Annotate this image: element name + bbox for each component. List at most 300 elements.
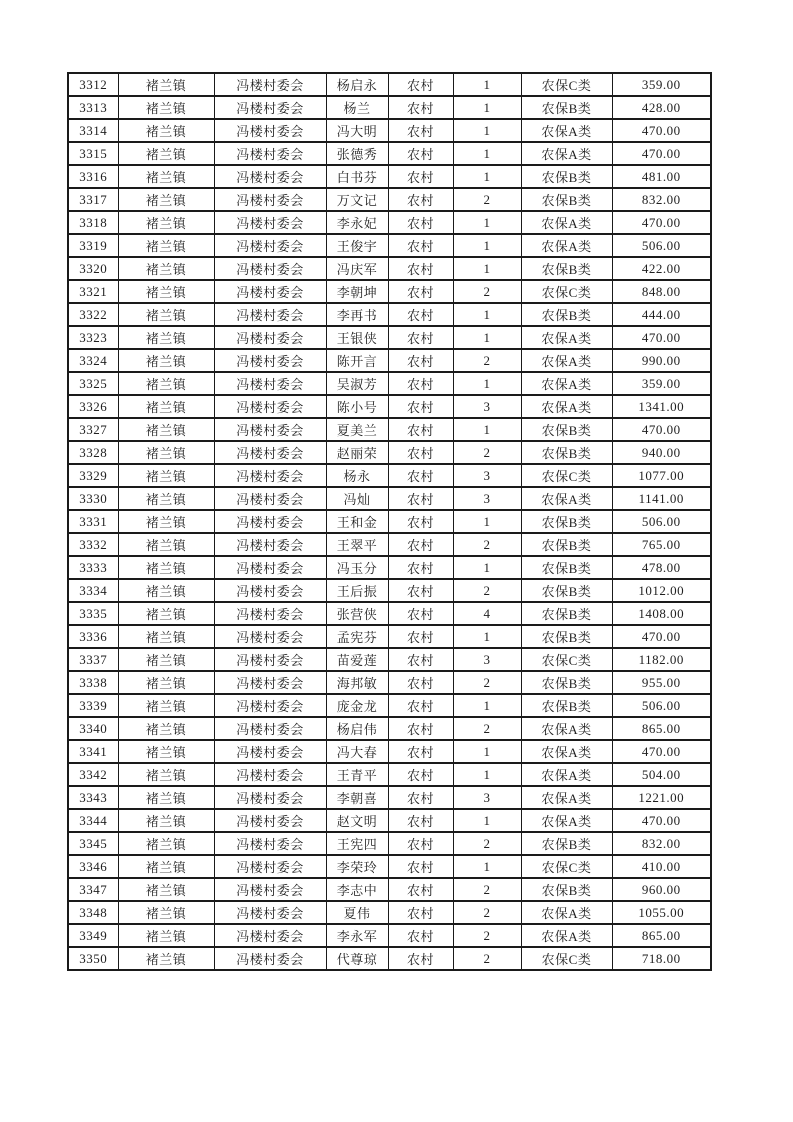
cell-town: 褚兰镇 [118,234,214,257]
cell-person-count: 2 [453,533,521,556]
cell-person-name: 吴淑芳 [326,372,388,395]
cell-amount: 359.00 [612,372,711,395]
cell-id: 3330 [68,487,118,510]
cell-village: 冯楼村委会 [214,717,326,740]
cell-person-name: 李朝喜 [326,786,388,809]
table-row [68,349,711,372]
cell-village: 冯楼村委会 [214,878,326,901]
cell-amount: 506.00 [612,234,711,257]
cell-insurance-category: 农保A类 [521,786,612,809]
cell-amount: 1012.00 [612,579,711,602]
cell-insurance-category: 农保C类 [521,464,612,487]
cell-id: 3343 [68,786,118,809]
cell-town: 褚兰镇 [118,510,214,533]
cell-person-name: 冯大明 [326,119,388,142]
table-row [68,763,711,786]
table-row [68,165,711,188]
cell-residence-type: 农村 [388,579,453,602]
cell-person-name: 王俊宇 [326,234,388,257]
cell-id: 3346 [68,855,118,878]
cell-id: 3320 [68,257,118,280]
cell-residence-type: 农村 [388,165,453,188]
cell-id: 3324 [68,349,118,372]
cell-village: 冯楼村委会 [214,372,326,395]
cell-person-name: 海邦敏 [326,671,388,694]
cell-person-count: 3 [453,395,521,418]
cell-town: 褚兰镇 [118,717,214,740]
cell-person-name: 冯灿 [326,487,388,510]
cell-insurance-category: 农保B类 [521,671,612,694]
cell-insurance-category: 农保C类 [521,947,612,970]
cell-insurance-category: 农保B类 [521,694,612,717]
cell-amount: 506.00 [612,694,711,717]
cell-id: 3337 [68,648,118,671]
table-row [68,947,711,970]
cell-insurance-category: 农保B类 [521,602,612,625]
table-row [68,533,711,556]
cell-insurance-category: 农保A类 [521,763,612,786]
cell-village: 冯楼村委会 [214,602,326,625]
table-row [68,395,711,418]
cell-person-count: 2 [453,579,521,602]
cell-person-name: 张营侠 [326,602,388,625]
cell-id: 3315 [68,142,118,165]
cell-town: 褚兰镇 [118,855,214,878]
cell-town: 褚兰镇 [118,165,214,188]
cell-person-count: 2 [453,441,521,464]
cell-id: 3322 [68,303,118,326]
cell-insurance-category: 农保B类 [521,303,612,326]
cell-person-name: 庞金龙 [326,694,388,717]
cell-town: 褚兰镇 [118,740,214,763]
cell-id: 3341 [68,740,118,763]
cell-town: 褚兰镇 [118,418,214,441]
table-row [68,717,711,740]
cell-village: 冯楼村委会 [214,234,326,257]
table-row [68,418,711,441]
cell-village: 冯楼村委会 [214,740,326,763]
cell-village: 冯楼村委会 [214,671,326,694]
cell-village: 冯楼村委会 [214,786,326,809]
cell-village: 冯楼村委会 [214,418,326,441]
cell-village: 冯楼村委会 [214,694,326,717]
cell-person-count: 1 [453,418,521,441]
cell-village: 冯楼村委会 [214,947,326,970]
table-row [68,694,711,717]
cell-residence-type: 农村 [388,464,453,487]
table-row [68,924,711,947]
cell-village: 冯楼村委会 [214,832,326,855]
cell-person-count: 2 [453,280,521,303]
cell-amount: 470.00 [612,326,711,349]
cell-insurance-category: 农保C类 [521,855,612,878]
cell-insurance-category: 农保C类 [521,73,612,96]
cell-village: 冯楼村委会 [214,119,326,142]
cell-insurance-category: 农保B类 [521,441,612,464]
table-row [68,625,711,648]
cell-person-count: 1 [453,142,521,165]
cell-insurance-category: 农保B类 [521,188,612,211]
cell-amount: 1182.00 [612,648,711,671]
cell-town: 褚兰镇 [118,441,214,464]
cell-id: 3312 [68,73,118,96]
cell-insurance-category: 农保B类 [521,165,612,188]
cell-id: 3323 [68,326,118,349]
table-row [68,510,711,533]
cell-insurance-category: 农保C类 [521,280,612,303]
cell-person-name: 杨永 [326,464,388,487]
table-row [68,579,711,602]
cell-village: 冯楼村委会 [214,142,326,165]
cell-town: 褚兰镇 [118,395,214,418]
cell-residence-type: 农村 [388,671,453,694]
cell-village: 冯楼村委会 [214,510,326,533]
table-row [68,832,711,855]
cell-person-name: 张德秀 [326,142,388,165]
cell-residence-type: 农村 [388,280,453,303]
cell-person-name: 王翠平 [326,533,388,556]
cell-person-count: 1 [453,257,521,280]
cell-town: 褚兰镇 [118,119,214,142]
cell-amount: 470.00 [612,119,711,142]
cell-id: 3333 [68,556,118,579]
cell-amount: 960.00 [612,878,711,901]
cell-insurance-category: 农保A类 [521,211,612,234]
table-row [68,901,711,924]
cell-village: 冯楼村委会 [214,625,326,648]
cell-amount: 422.00 [612,257,711,280]
cell-town: 褚兰镇 [118,188,214,211]
cell-residence-type: 农村 [388,119,453,142]
cell-id: 3340 [68,717,118,740]
cell-residence-type: 农村 [388,142,453,165]
cell-person-name: 夏美兰 [326,418,388,441]
cell-residence-type: 农村 [388,303,453,326]
cell-id: 3325 [68,372,118,395]
cell-insurance-category: 农保A类 [521,740,612,763]
cell-residence-type: 农村 [388,740,453,763]
cell-insurance-category: 农保B类 [521,832,612,855]
table-row [68,809,711,832]
cell-id: 3347 [68,878,118,901]
cell-residence-type: 农村 [388,349,453,372]
table-row [68,487,711,510]
cell-person-name: 代尊琼 [326,947,388,970]
table-row [68,671,711,694]
table-row [68,602,711,625]
cell-village: 冯楼村委会 [214,556,326,579]
table-row [68,648,711,671]
cell-person-count: 2 [453,349,521,372]
cell-person-name: 王青平 [326,763,388,786]
cell-amount: 504.00 [612,763,711,786]
cell-insurance-category: 农保A类 [521,487,612,510]
cell-person-name: 白书芬 [326,165,388,188]
cell-person-name: 李荣玲 [326,855,388,878]
cell-person-name: 赵丽荣 [326,441,388,464]
cell-residence-type: 农村 [388,372,453,395]
cell-person-name: 李志中 [326,878,388,901]
cell-residence-type: 农村 [388,786,453,809]
cell-person-count: 1 [453,234,521,257]
cell-id: 3327 [68,418,118,441]
cell-amount: 940.00 [612,441,711,464]
cell-person-name: 夏伟 [326,901,388,924]
table-row [68,211,711,234]
cell-residence-type: 农村 [388,855,453,878]
table-row [68,303,711,326]
cell-amount: 718.00 [612,947,711,970]
cell-person-count: 2 [453,832,521,855]
cell-person-count: 1 [453,763,521,786]
cell-village: 冯楼村委会 [214,924,326,947]
cell-town: 褚兰镇 [118,142,214,165]
cell-town: 褚兰镇 [118,832,214,855]
cell-residence-type: 农村 [388,533,453,556]
cell-person-count: 4 [453,602,521,625]
cell-town: 褚兰镇 [118,694,214,717]
cell-residence-type: 农村 [388,924,453,947]
table-row [68,234,711,257]
cell-residence-type: 农村 [388,901,453,924]
cell-person-name: 冯玉分 [326,556,388,579]
cell-insurance-category: 农保B类 [521,625,612,648]
cell-village: 冯楼村委会 [214,487,326,510]
cell-person-name: 王宪四 [326,832,388,855]
cell-id: 3319 [68,234,118,257]
cell-person-name: 冯庆军 [326,257,388,280]
cell-village: 冯楼村委会 [214,395,326,418]
cell-amount: 428.00 [612,96,711,119]
cell-town: 褚兰镇 [118,372,214,395]
cell-person-name: 李永妃 [326,211,388,234]
cell-village: 冯楼村委会 [214,809,326,832]
cell-village: 冯楼村委会 [214,303,326,326]
cell-residence-type: 农村 [388,878,453,901]
cell-village: 冯楼村委会 [214,855,326,878]
table-row [68,855,711,878]
cell-village: 冯楼村委会 [214,165,326,188]
cell-residence-type: 农村 [388,418,453,441]
cell-id: 3318 [68,211,118,234]
cell-amount: 955.00 [612,671,711,694]
cell-residence-type: 农村 [388,326,453,349]
cell-town: 褚兰镇 [118,280,214,303]
cell-person-name: 李再书 [326,303,388,326]
cell-amount: 865.00 [612,717,711,740]
cell-residence-type: 农村 [388,556,453,579]
cell-person-count: 2 [453,901,521,924]
cell-id: 3326 [68,395,118,418]
table-row [68,142,711,165]
cell-person-name: 孟宪芬 [326,625,388,648]
cell-village: 冯楼村委会 [214,349,326,372]
cell-insurance-category: 农保A类 [521,395,612,418]
cell-village: 冯楼村委会 [214,73,326,96]
benefits-table [67,72,712,971]
cell-town: 褚兰镇 [118,73,214,96]
cell-id: 3317 [68,188,118,211]
cell-residence-type: 农村 [388,73,453,96]
cell-amount: 470.00 [612,740,711,763]
table-row [68,96,711,119]
cell-residence-type: 农村 [388,487,453,510]
table-row [68,280,711,303]
cell-person-name: 李朝坤 [326,280,388,303]
cell-town: 褚兰镇 [118,602,214,625]
cell-town: 褚兰镇 [118,763,214,786]
cell-person-count: 1 [453,326,521,349]
cell-residence-type: 农村 [388,96,453,119]
table-row [68,786,711,809]
cell-amount: 865.00 [612,924,711,947]
cell-person-count: 1 [453,809,521,832]
cell-person-count: 1 [453,625,521,648]
cell-person-name: 赵文明 [326,809,388,832]
cell-amount: 765.00 [612,533,711,556]
cell-insurance-category: 农保B类 [521,878,612,901]
cell-amount: 1221.00 [612,786,711,809]
cell-town: 褚兰镇 [118,533,214,556]
cell-town: 褚兰镇 [118,211,214,234]
cell-id: 3313 [68,96,118,119]
cell-amount: 470.00 [612,418,711,441]
cell-town: 褚兰镇 [118,809,214,832]
cell-town: 褚兰镇 [118,878,214,901]
cell-amount: 478.00 [612,556,711,579]
cell-person-count: 2 [453,947,521,970]
cell-amount: 444.00 [612,303,711,326]
cell-insurance-category: 农保B类 [521,556,612,579]
cell-amount: 1408.00 [612,602,711,625]
table-row [68,73,711,96]
cell-insurance-category: 农保A类 [521,119,612,142]
cell-person-count: 1 [453,855,521,878]
cell-id: 3334 [68,579,118,602]
cell-person-name: 陈开言 [326,349,388,372]
cell-person-count: 1 [453,510,521,533]
cell-amount: 506.00 [612,510,711,533]
table-row [68,464,711,487]
cell-person-count: 1 [453,119,521,142]
cell-person-count: 1 [453,211,521,234]
cell-person-name: 杨启永 [326,73,388,96]
table-row [68,119,711,142]
cell-person-count: 2 [453,671,521,694]
cell-town: 褚兰镇 [118,96,214,119]
cell-amount: 1055.00 [612,901,711,924]
cell-amount: 832.00 [612,188,711,211]
cell-insurance-category: 农保B类 [521,579,612,602]
cell-id: 3345 [68,832,118,855]
cell-amount: 359.00 [612,73,711,96]
cell-village: 冯楼村委会 [214,464,326,487]
cell-person-count: 3 [453,464,521,487]
cell-id: 3329 [68,464,118,487]
cell-residence-type: 农村 [388,809,453,832]
cell-amount: 470.00 [612,142,711,165]
cell-amount: 1141.00 [612,487,711,510]
cell-person-count: 3 [453,487,521,510]
cell-town: 褚兰镇 [118,257,214,280]
cell-residence-type: 农村 [388,510,453,533]
table-row [68,441,711,464]
cell-id: 3316 [68,165,118,188]
cell-town: 褚兰镇 [118,556,214,579]
cell-person-name: 万文记 [326,188,388,211]
cell-insurance-category: 农保B类 [521,533,612,556]
cell-insurance-category: 农保A类 [521,349,612,372]
cell-residence-type: 农村 [388,234,453,257]
table-row [68,372,711,395]
cell-insurance-category: 农保B类 [521,418,612,441]
cell-village: 冯楼村委会 [214,901,326,924]
cell-person-count: 3 [453,786,521,809]
cell-village: 冯楼村委会 [214,326,326,349]
cell-person-count: 1 [453,556,521,579]
table-row [68,740,711,763]
cell-id: 3321 [68,280,118,303]
cell-person-name: 王后振 [326,579,388,602]
cell-id: 3350 [68,947,118,970]
cell-id: 3348 [68,901,118,924]
cell-village: 冯楼村委会 [214,648,326,671]
cell-residence-type: 农村 [388,188,453,211]
table-row [68,878,711,901]
cell-person-count: 1 [453,372,521,395]
cell-person-name: 王银侠 [326,326,388,349]
cell-insurance-category: 农保A类 [521,924,612,947]
cell-id: 3336 [68,625,118,648]
cell-id: 3338 [68,671,118,694]
cell-village: 冯楼村委会 [214,579,326,602]
cell-amount: 410.00 [612,855,711,878]
cell-id: 3314 [68,119,118,142]
cell-id: 3339 [68,694,118,717]
cell-town: 褚兰镇 [118,579,214,602]
cell-person-count: 1 [453,694,521,717]
cell-person-name: 李永军 [326,924,388,947]
cell-insurance-category: 农保A类 [521,901,612,924]
cell-amount: 470.00 [612,809,711,832]
cell-id: 3342 [68,763,118,786]
cell-insurance-category: 农保A类 [521,234,612,257]
cell-person-count: 1 [453,73,521,96]
cell-person-name: 杨兰 [326,96,388,119]
cell-village: 冯楼村委会 [214,441,326,464]
cell-village: 冯楼村委会 [214,280,326,303]
cell-id: 3335 [68,602,118,625]
cell-person-count: 1 [453,740,521,763]
cell-village: 冯楼村委会 [214,211,326,234]
cell-town: 褚兰镇 [118,924,214,947]
cell-id: 3332 [68,533,118,556]
table-body [68,73,711,970]
table-row [68,556,711,579]
cell-amount: 470.00 [612,211,711,234]
cell-person-count: 1 [453,303,521,326]
cell-residence-type: 农村 [388,602,453,625]
cell-amount: 1077.00 [612,464,711,487]
cell-town: 褚兰镇 [118,947,214,970]
table-row [68,257,711,280]
cell-amount: 848.00 [612,280,711,303]
cell-insurance-category: 农保B类 [521,257,612,280]
cell-village: 冯楼村委会 [214,763,326,786]
cell-residence-type: 农村 [388,625,453,648]
cell-insurance-category: 农保A类 [521,372,612,395]
cell-residence-type: 农村 [388,441,453,464]
